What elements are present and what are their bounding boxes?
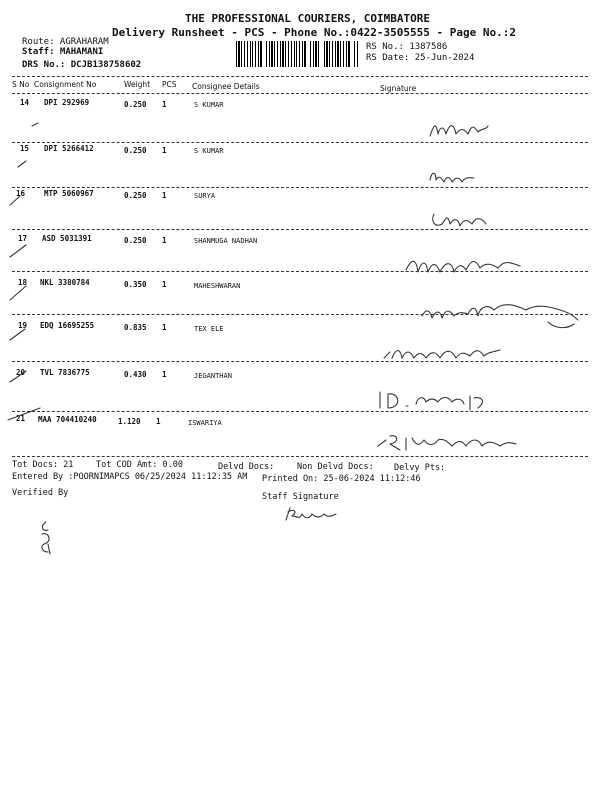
non-delivered-docs: Non Delvd Docs: xyxy=(297,462,374,472)
delivery-points: Delvy Pts: xyxy=(394,463,446,473)
row-sno: 15 xyxy=(20,144,30,153)
row-pcs: 1 xyxy=(162,280,167,289)
delivered-docs: Delvd Docs: xyxy=(218,462,275,472)
row-divider xyxy=(12,187,588,188)
tick-mark-icon xyxy=(30,120,44,130)
row-pcs: 1 xyxy=(162,323,167,332)
tick-mark-icon xyxy=(8,194,24,208)
row-consignment: DPI 292969 xyxy=(44,98,90,107)
signature-image xyxy=(282,502,342,526)
header-bottom-divider xyxy=(12,93,588,94)
row-consignee: S KUMAR xyxy=(194,101,224,109)
row-pcs: 1 xyxy=(162,146,167,155)
row-consignee: TEX ELE xyxy=(194,325,224,333)
total-cod-amount: Tot COD Amt: 0.00 xyxy=(96,460,183,470)
row-pcs: 1 xyxy=(162,370,167,379)
row-consignment: TVL 7836775 xyxy=(40,368,90,377)
col-sno: S No xyxy=(12,80,30,89)
signature-image xyxy=(374,386,504,416)
row-weight: 0.250 xyxy=(124,100,147,109)
row-consignment: MAA 704410240 xyxy=(38,415,97,424)
signature-image xyxy=(424,164,484,190)
tick-mark-icon xyxy=(16,158,30,170)
row-consignment: ASD 5031391 xyxy=(42,234,92,243)
row-consignment: DPI 5266412 xyxy=(44,144,94,153)
row-sno: 19 xyxy=(18,321,28,330)
row-consignee: S KUMAR xyxy=(194,147,224,155)
row-weight: 0.250 xyxy=(124,236,147,245)
verifier-mark-icon xyxy=(34,518,60,560)
tick-mark-icon xyxy=(8,368,30,384)
row-weight: 1.120 xyxy=(118,417,141,426)
row-consignment: MTP 5060967 xyxy=(44,189,94,198)
route-label: Route: AGRAHARAM xyxy=(22,37,109,47)
tick-mark-icon xyxy=(8,242,30,260)
row-divider xyxy=(12,229,588,230)
signature-image xyxy=(380,338,510,368)
rs-number: RS No.: 1387586 xyxy=(366,42,448,52)
row-pcs: 1 xyxy=(162,236,167,245)
signature-image xyxy=(418,296,583,334)
row-sno: 18 xyxy=(18,278,28,287)
row-consignee: SURYA xyxy=(194,192,216,200)
entered-by: Entered By :POORNIMAPCS 06/25/2024 11:12:35 AM xyxy=(12,472,248,482)
row-weight: 0.350 xyxy=(124,280,147,289)
row-consignee: ISWARIYA xyxy=(188,419,222,427)
row-pcs: 1 xyxy=(162,100,167,109)
col-consignee: Consignee Details xyxy=(192,82,260,91)
col-consignment: Consignment No xyxy=(34,80,97,89)
row-consignment: EDQ 16695255 xyxy=(40,321,95,330)
row-weight: 0.250 xyxy=(124,146,147,155)
row-sno: 17 xyxy=(18,234,28,243)
row-weight: 0.250 xyxy=(124,191,147,200)
row-divider xyxy=(12,142,588,143)
row-pcs: 1 xyxy=(162,191,167,200)
col-signature: Signature xyxy=(380,84,417,93)
row-consignment: NKL 3380784 xyxy=(40,278,90,287)
row-consignee: JEGANTHAN xyxy=(194,372,232,380)
header-top-divider xyxy=(12,76,588,77)
row-consignee: SHANMUGA NADHAN xyxy=(194,237,258,245)
company-title: THE PROFESSIONAL COURIERS, COIMBATORE xyxy=(185,12,431,25)
drs-number: DRS No.: DCJB138758602 xyxy=(22,60,142,70)
staff-signature-label: Staff Signature xyxy=(262,492,339,502)
signature-image xyxy=(426,204,496,236)
total-docs: Tot Docs: 21 xyxy=(12,460,74,470)
staff-label: Staff: MAHAMANI xyxy=(22,47,104,57)
row-sno: 16 xyxy=(16,189,26,198)
tick-mark-icon xyxy=(8,284,30,302)
runsheet-subtitle: Delivery Runsheet - PCS - Phone No.:0422-3505555 - Page No.:2 xyxy=(112,26,516,39)
signature-image xyxy=(400,250,530,286)
tick-mark-icon xyxy=(8,326,30,342)
tick-mark-icon xyxy=(6,404,46,424)
verified-by: Verified By xyxy=(12,488,69,498)
row-pcs: 1 xyxy=(156,417,161,426)
row-weight: 0.430 xyxy=(124,370,147,379)
row-sno: 21 xyxy=(16,414,26,423)
row-consignee: MAHESHWARAN xyxy=(194,282,241,290)
printed-on: Printed On: 25-06-2024 11:12:46 xyxy=(262,474,421,484)
signature-image xyxy=(424,116,494,146)
col-weight: Weight xyxy=(124,80,151,89)
col-pcs: PCS xyxy=(162,80,177,89)
row-sno: 14 xyxy=(20,98,30,107)
signature-image xyxy=(372,428,522,458)
rs-date: RS Date: 25-Jun-2024 xyxy=(366,53,475,63)
row-weight: 0.835 xyxy=(124,323,147,332)
barcode-gaps xyxy=(236,41,359,67)
row-sno: 20 xyxy=(16,368,26,377)
